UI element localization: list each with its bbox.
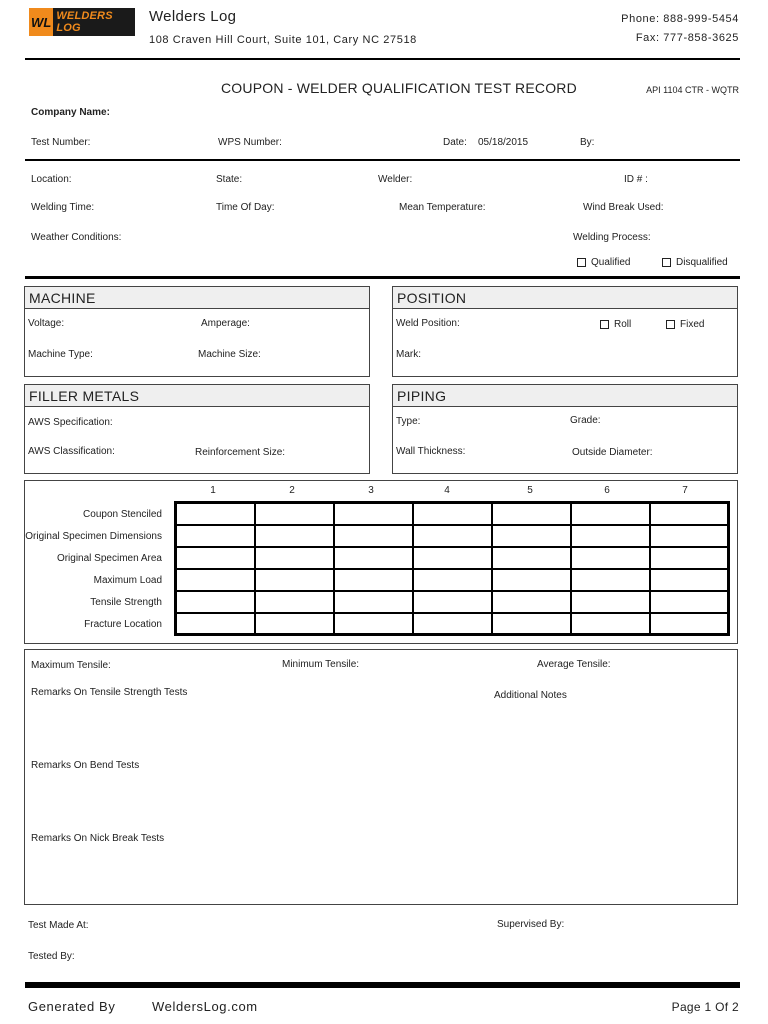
grid-cell[interactable] — [334, 547, 413, 569]
maximum-tensile-label: Maximum Tensile: — [31, 660, 111, 671]
welding-time-label: Welding Time: — [31, 202, 95, 213]
grid-cell[interactable] — [176, 547, 255, 569]
grid-cell[interactable] — [176, 569, 255, 591]
fixed-label: Fixed — [680, 319, 705, 330]
section-divider-thick — [25, 276, 740, 279]
type-label: Type: — [396, 416, 421, 427]
weather-label: Weather Conditions: — [31, 232, 122, 243]
grid-cell[interactable] — [492, 547, 571, 569]
grid-cell[interactable] — [413, 503, 492, 525]
row-label: Fracture Location — [84, 619, 162, 630]
column-header: 5 — [527, 485, 533, 496]
form-title: COUPON - WELDER QUALIFICATION TEST RECORD — [221, 80, 577, 96]
date-value: 05/18/2015 — [478, 137, 529, 148]
checkbox-square[interactable] — [577, 258, 586, 267]
machine-type-label: Machine Type: — [28, 349, 93, 360]
grid-cell[interactable] — [176, 591, 255, 613]
company-logo — [29, 8, 135, 36]
grid-cell[interactable] — [413, 613, 492, 635]
grid-cell[interactable] — [571, 613, 650, 635]
grid-cell[interactable] — [413, 569, 492, 591]
wall-thickness-label: Wall Thickness: — [396, 446, 466, 457]
generated-by-label: Generated By — [28, 999, 116, 1014]
grid-cell[interactable] — [571, 569, 650, 591]
machine-section — [24, 286, 370, 377]
grid-cell[interactable] — [492, 613, 571, 635]
company-name: Welders Log — [149, 8, 237, 25]
grid-cell[interactable] — [571, 503, 650, 525]
by-label: By: — [580, 137, 595, 148]
company-phone: Phone: 888-999-5454 — [621, 13, 739, 25]
grid-cell[interactable] — [650, 591, 729, 613]
wind-break-label: Wind Break Used: — [583, 202, 664, 213]
filler-metals-section — [24, 384, 370, 474]
grid-cell[interactable] — [492, 503, 571, 525]
location-label: Location: — [31, 174, 72, 185]
roll-label: Roll — [614, 319, 632, 330]
tested-by-label: Tested By: — [28, 951, 75, 962]
grid-row — [176, 525, 729, 547]
grid-cell[interactable] — [334, 613, 413, 635]
position-section — [392, 286, 738, 377]
filler-metals-heading: FILLER METALS — [25, 385, 369, 407]
company-name-label: Company Name: — [31, 107, 110, 118]
grid-row — [176, 613, 729, 635]
grid-row — [176, 591, 729, 613]
mean-temperature-label: Mean Temperature: — [399, 202, 486, 213]
checkbox-square[interactable] — [662, 258, 671, 267]
grid-cell[interactable] — [176, 613, 255, 635]
grid-cell[interactable] — [255, 591, 334, 613]
grid-cell[interactable] — [334, 525, 413, 547]
welding-process-label: Welding Process: — [573, 232, 651, 243]
additional-notes-label: Additional Notes — [494, 690, 567, 701]
grid-cell[interactable] — [334, 569, 413, 591]
outside-diameter-label: Outside Diameter: — [572, 447, 653, 458]
header-divider — [25, 58, 740, 60]
time-of-day-label: Time Of Day: — [216, 202, 275, 213]
piping-heading: PIPING — [393, 385, 737, 407]
grid-cell[interactable] — [571, 547, 650, 569]
fixed-checkbox[interactable] — [666, 319, 704, 330]
mark-label: Mark: — [396, 349, 421, 360]
state-label: State: — [216, 174, 243, 185]
grid-cell[interactable] — [176, 503, 255, 525]
grid-row — [176, 569, 729, 591]
qualified-checkbox[interactable] — [577, 257, 630, 268]
grid-cell[interactable] — [650, 569, 729, 591]
row-label: Coupon Stenciled — [83, 509, 162, 520]
row-label: Maximum Load — [93, 575, 162, 586]
grid-cell[interactable] — [176, 525, 255, 547]
welder-label: Welder: — [378, 174, 413, 185]
checkbox-square[interactable] — [600, 320, 609, 329]
grid-cell[interactable] — [650, 547, 729, 569]
remarks-tensile-label: Remarks On Tensile Strength Tests — [31, 687, 188, 698]
grid-row — [176, 547, 729, 569]
logo-wordmark: WELDERS LOG — [56, 10, 113, 34]
logo-mark: WL — [29, 8, 53, 36]
column-header: 2 — [289, 485, 295, 496]
grid-cell[interactable] — [255, 613, 334, 635]
weld-position-label: Weld Position: — [396, 318, 460, 329]
roll-checkbox[interactable] — [600, 319, 631, 330]
minimum-tensile-label: Minimum Tensile: — [282, 659, 360, 670]
row-label: Tensile Strength — [90, 597, 162, 608]
test-results-grid — [174, 501, 730, 636]
grid-cell[interactable] — [650, 525, 729, 547]
aws-classification-label: AWS Classification: — [28, 446, 115, 457]
wps-number-label: WPS Number: — [218, 137, 282, 148]
qualified-label: Qualified — [591, 257, 631, 268]
remarks-section — [24, 649, 738, 905]
company-fax: Fax: 777-858-3625 — [635, 32, 739, 44]
grade-label: Grade: — [570, 415, 601, 426]
disqualified-label: Disqualified — [676, 257, 728, 268]
machine-size-label: Machine Size: — [198, 349, 261, 360]
remarks-nick-break-label: Remarks On Nick Break Tests — [31, 833, 165, 844]
row-label: Original Specimen Area — [56, 553, 162, 564]
footer-divider — [25, 982, 740, 988]
grid-cell[interactable] — [492, 569, 571, 591]
grid-cell[interactable] — [255, 503, 334, 525]
grid-cell[interactable] — [413, 591, 492, 613]
column-header: 3 — [368, 485, 374, 496]
column-header: 1 — [210, 485, 216, 496]
grid-cell[interactable] — [571, 591, 650, 613]
aws-specification-label: AWS Specification: — [28, 417, 113, 428]
supervised-by-label: Supervised By: — [497, 919, 565, 930]
grid-cell[interactable] — [255, 547, 334, 569]
grid-cell[interactable] — [413, 525, 492, 547]
grid-cell[interactable] — [413, 547, 492, 569]
id-label: ID # : — [624, 174, 648, 185]
website-link[interactable]: WeldersLog.com — [152, 999, 258, 1014]
test-made-at-label: Test Made At: — [28, 920, 89, 931]
date-label: Date: — [443, 137, 467, 148]
column-header: 4 — [444, 485, 450, 496]
grid-cell[interactable] — [650, 613, 729, 635]
form-code: API 1104 CTR - WQTR — [646, 85, 739, 95]
grid-cell[interactable] — [334, 591, 413, 613]
grid-cell[interactable] — [255, 569, 334, 591]
column-header: 6 — [604, 485, 610, 496]
position-heading: POSITION — [393, 287, 737, 309]
page-number: Page 1 Of 2 — [671, 1000, 739, 1014]
machine-heading: MACHINE — [25, 287, 369, 309]
checkbox-square[interactable] — [666, 320, 675, 329]
section-divider — [25, 159, 740, 161]
piping-section — [392, 384, 738, 474]
grid-row — [176, 503, 729, 525]
row-label: Original Specimen Dimensions — [25, 531, 162, 542]
disqualified-checkbox[interactable] — [662, 257, 728, 268]
company-address: 108 Craven Hill Court, Suite 101, Cary NC 27518 — [149, 34, 417, 46]
remarks-bend-label: Remarks On Bend Tests — [31, 760, 140, 771]
grid-cell[interactable] — [334, 503, 413, 525]
grid-cell[interactable] — [492, 525, 571, 547]
reinforcement-size-label: Reinforcement Size: — [195, 447, 286, 458]
grid-cell[interactable] — [571, 525, 650, 547]
voltage-label: Voltage: — [28, 318, 65, 329]
grid-cell[interactable] — [492, 591, 571, 613]
average-tensile-label: Average Tensile: — [537, 659, 611, 670]
test-number-label: Test Number: — [31, 137, 91, 148]
grid-cell[interactable] — [650, 503, 729, 525]
amperage-label: Amperage: — [201, 318, 250, 329]
column-header: 7 — [682, 485, 688, 496]
grid-cell[interactable] — [255, 525, 334, 547]
